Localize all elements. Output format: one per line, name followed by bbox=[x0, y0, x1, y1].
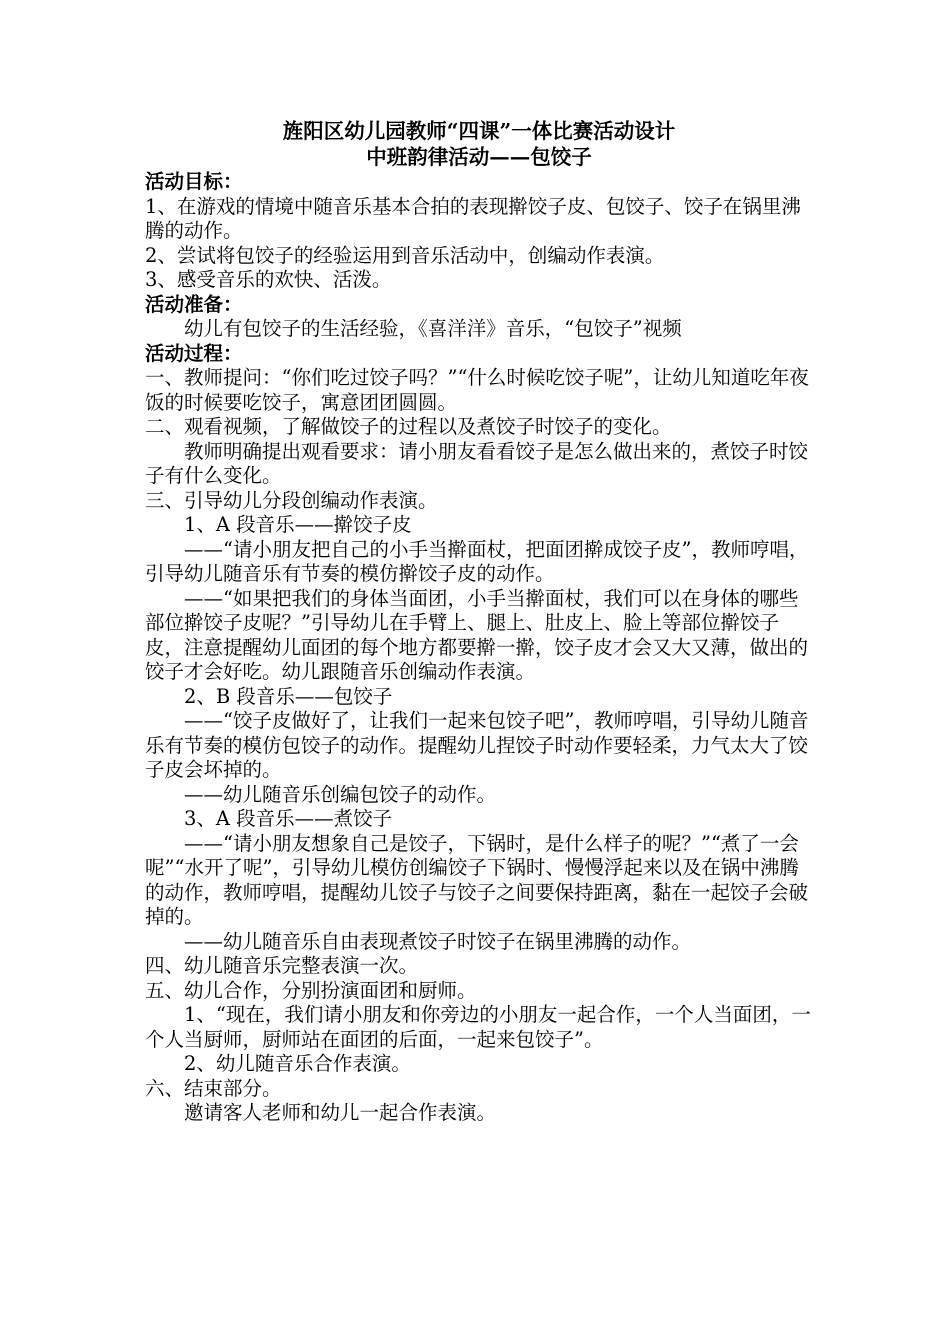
process-step-5-1: 1、“现在，我们请小朋友和你旁边的小朋友一起合作，一个人当面团，一个人当厨师，厨师站在面团的后面，一起来包饺子”。 bbox=[145, 1003, 811, 1051]
process-step-3-3-a: ——“请小朋友想象自己是饺子，下锅时，是什么样子的呢？”“煮了一会呢”“水开了呢”，引导幼儿模仿创编饺子下锅时、慢慢浮起来以及在锅中沸腾的动作，教师哼唱，提醒幼儿饺子与饺子之间要保持距离，黏在一起饺子会破掉的。 bbox=[145, 831, 809, 928]
process-step-3-3-b: ——幼儿随音乐自由表现煮饺子时饺子在锅里沸腾的动作。 bbox=[184, 929, 692, 953]
process-step-3: 三、引导幼儿分段创编动作表演。 bbox=[145, 488, 438, 512]
document-title: 旌阳区幼儿园教师“四课”一体比赛活动设计 bbox=[282, 119, 676, 143]
document-page bbox=[145, 118, 813, 1126]
process-step-3-1-b: ——“如果把我们的身体当面团，小手当擀面杖，我们可以在身体的哪些部位擀饺子皮呢？”引导幼儿在手臂上、腿上、肚皮上、脸上等部位擀饺子皮，注意提醒幼儿面团的每个地方都要擀一擀，饺子皮才会又大又薄，做出的饺子才会好吃。幼儿跟随音乐创编动作表演。 bbox=[145, 586, 809, 683]
process-step-1: 一、教师提问：“你们吃过饺子吗？”“什么时候吃饺子呢”，让幼儿知道吃年夜饭的时候要吃饺子，寓意团团圆圆。 bbox=[145, 366, 809, 414]
goal-item-2: 2、尝试将包饺子的经验运用到音乐活动中，创编动作表演。 bbox=[145, 243, 665, 267]
process-step-5-2: 2、幼儿随音乐合作表演。 bbox=[184, 1052, 411, 1075]
process-step-2: 二、观看视频，了解做饺子的过程以及煮饺子时饺子的变化。 bbox=[145, 415, 672, 438]
document-subtitle: 中班韵律活动——包饺子 bbox=[366, 145, 592, 169]
process-step-4: 四、幼儿随音乐完整表演一次。 bbox=[145, 954, 419, 977]
preparation-text: 幼儿有包饺子的生活经验，《喜洋洋》音乐，“包饺子”视频 bbox=[184, 317, 682, 340]
process-step-2-detail: 教师明确提出观看要求：请小朋友看看饺子是怎么做出来的，煮饺子时饺子有什么变化。 bbox=[145, 439, 809, 487]
process-step-3-1-a: ——“请小朋友把自己的小手当擀面杖，把面团擀成饺子皮”，教师哼唱，引导幼儿随音乐有节奏的模仿擀饺子皮的动作。 bbox=[145, 537, 809, 585]
process-step-3-2: 2、B 段音乐——包饺子 bbox=[184, 684, 393, 708]
process-step-3-3: 3、A 段音乐——煮饺子 bbox=[184, 807, 393, 830]
process-step-6-detail: 邀请客人老师和幼儿一起合作表演。 bbox=[184, 1101, 497, 1124]
process-step-5: 五、幼儿合作，分别扮演面团和厨师。 bbox=[145, 978, 477, 1002]
goal-item-1: 1、在游戏的情境中随音乐基本合拍的表现擀饺子皮、包饺子、饺子在锅里沸腾的动作。 bbox=[145, 194, 801, 242]
process-step-6: 六、结束部分。 bbox=[145, 1076, 282, 1100]
process-step-3-1: 1、A 段音乐——擀饺子皮 bbox=[184, 513, 412, 536]
process-heading: 活动过程： bbox=[145, 341, 243, 365]
preparation-heading: 活动准备： bbox=[145, 292, 243, 316]
goals-heading: 活动目标： bbox=[145, 170, 243, 193]
process-step-3-2-b: ——幼儿随音乐创编包饺子的动作。 bbox=[184, 782, 497, 806]
process-step-3-2-a: ——“饺子皮做好了，让我们一起来包饺子吧”，教师哼唱，引导幼儿随音乐有节奏的模仿包饺子的动作。提醒幼儿捏饺子时动作要轻柔，力气太大了饺子皮会坏掉的。 bbox=[145, 709, 809, 781]
goal-item-3: 3、感受音乐的欢快、活泼。 bbox=[145, 268, 392, 291]
